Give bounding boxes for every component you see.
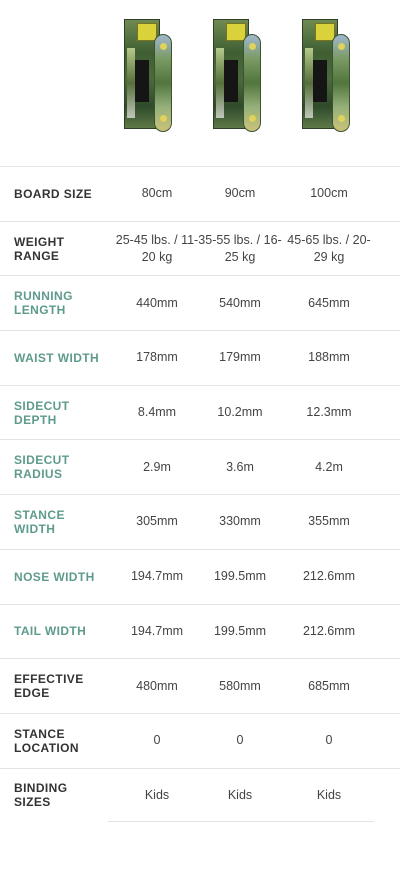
table-bottom-rule: [108, 821, 374, 822]
value-cell: 540mm: [219, 295, 261, 310]
value-cell: 580mm: [219, 678, 261, 693]
value-cell: 480mm: [136, 678, 178, 693]
label-binding-sizes: BINDING SIZES: [14, 781, 68, 810]
row-running-length: [0, 275, 400, 330]
value-cell: Kids: [144, 787, 170, 802]
value-cell: 178mm: [136, 350, 178, 365]
label-running-length: RUNNING LENGTH: [14, 289, 73, 318]
value-cell: 355mm: [308, 514, 350, 529]
value-cell: 0: [236, 733, 244, 748]
row-stance-width: [0, 494, 400, 549]
value-cell: 199.5mm: [213, 623, 267, 638]
value-cell: 8.4mm: [137, 405, 177, 420]
product-images: [0, 14, 400, 134]
value-cell: 212.6mm: [302, 623, 356, 638]
label-nose-width: NOSE WIDTH: [14, 569, 95, 584]
row-effective-edge: [0, 658, 400, 713]
label-stance-width: STANCE WIDTH: [14, 507, 65, 536]
value-cell: 2.9m: [143, 459, 171, 474]
row-waist-width: [0, 330, 400, 385]
value-cell: 179mm: [219, 350, 261, 365]
label-stance-location: STANCE LOCATION: [14, 726, 79, 755]
value-cell: 0: [153, 733, 161, 748]
label-sidecut-radius: SIDECUT RADIUS: [14, 453, 70, 482]
value-cell: 10.2mm: [217, 405, 263, 420]
row-stance-location: [0, 713, 400, 768]
value-cell: 440mm: [136, 295, 178, 310]
value-cell: 188mm: [308, 350, 350, 365]
value-cell: 212.6mm: [302, 569, 356, 584]
row-weight-range: [0, 221, 400, 276]
value-cell: 194.7mm: [130, 569, 184, 584]
row-nose-width: [0, 549, 400, 604]
value-cell: 330mm: [219, 514, 261, 529]
row-binding-sizes: [0, 768, 400, 823]
row-sidecut-depth: [0, 385, 400, 440]
value-cell: 45-65 lbs. / 20-29 kg: [287, 232, 371, 264]
value-cell: 35-55 lbs. / 16-25 kg: [198, 232, 282, 264]
row-board-size: [0, 166, 400, 221]
value-cell: 194.7mm: [130, 623, 184, 638]
label-board-size: BOARD SIZE: [14, 186, 93, 201]
value-cell: 685mm: [308, 678, 350, 693]
row-sidecut-radius: [0, 439, 400, 494]
value-cell: 90cm: [224, 186, 256, 201]
spec-table: [0, 166, 400, 822]
value-cell: 305mm: [136, 514, 178, 529]
value-cell: Kids: [227, 787, 253, 802]
snowboard-80cm-image: [124, 14, 184, 132]
value-cell: 100cm: [310, 186, 348, 201]
snowboard-90cm-image: [213, 14, 273, 132]
value-cell: Kids: [316, 787, 342, 802]
value-cell: 199.5mm: [213, 569, 267, 584]
value-cell: 0: [325, 733, 333, 748]
row-tail-width: [0, 604, 400, 659]
value-cell: 3.6m: [226, 459, 254, 474]
label-weight-range: WEIGHT RANGE: [14, 234, 65, 263]
label-tail-width: TAIL WIDTH: [14, 624, 87, 639]
label-sidecut-depth: SIDECUT DEPTH: [14, 398, 70, 427]
snowboard-100cm-image: [302, 14, 362, 132]
value-cell: 4.2m: [315, 459, 343, 474]
label-waist-width: WAIST WIDTH: [14, 350, 100, 365]
value-cell: 80cm: [141, 186, 173, 201]
value-cell: 25-45 lbs. / 11-20 kg: [115, 232, 199, 264]
value-cell: 645mm: [308, 295, 350, 310]
label-effective-edge: EFFECTIVE EDGE: [14, 672, 84, 701]
value-cell: 12.3mm: [306, 405, 352, 420]
